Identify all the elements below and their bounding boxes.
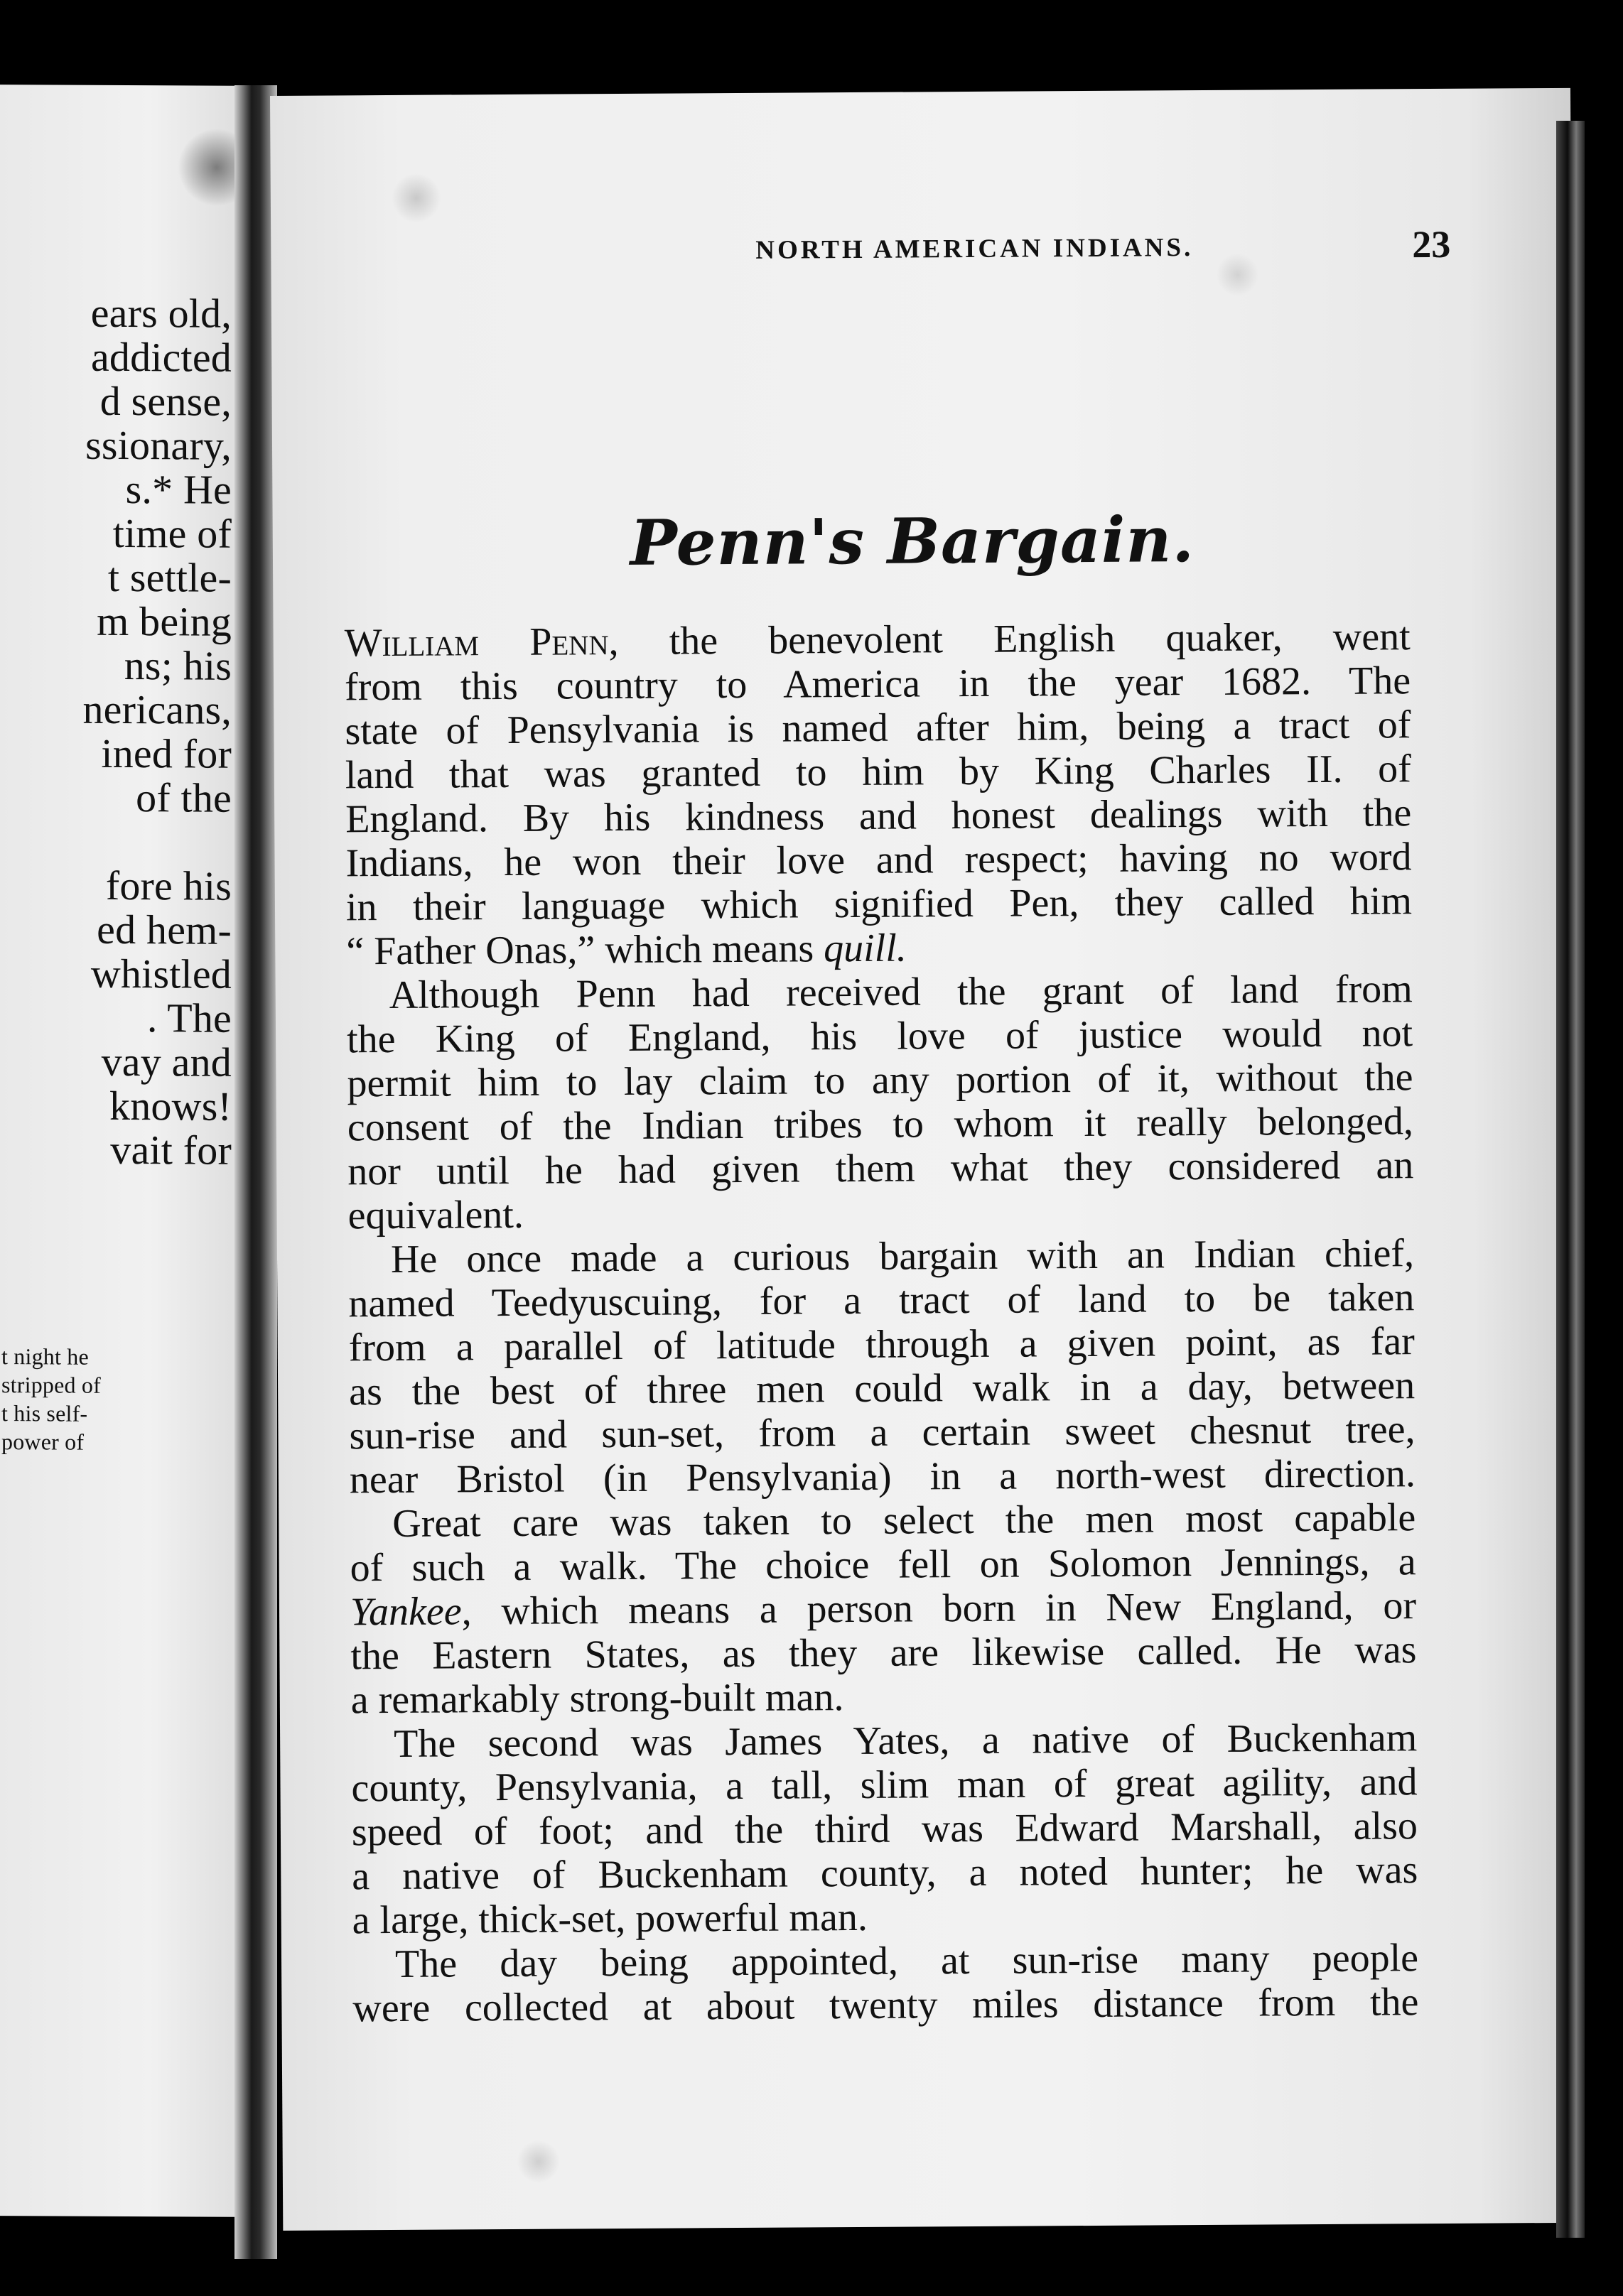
text-line: were collected at about twenty miles distance from the [352, 1980, 1419, 2031]
text-line: near Bristol (in Pensylvania) in a north-west direction. [349, 1451, 1416, 1502]
previous-page-line: s.* He [125, 466, 232, 513]
text-line: a remarkably strong-built man. [350, 1675, 844, 1723]
text-line: consent of the Indian tribes to whom it really belonged, [347, 1099, 1414, 1150]
previous-page-line: addicted [90, 333, 232, 381]
previous-page-line [0, 819, 232, 865]
ink-smudge [517, 2140, 560, 2183]
previous-page-line: whistled [90, 950, 232, 997]
text-line: nor until he had given them what they considered an [347, 1143, 1414, 1194]
text-line: the Eastern States, as they are likewise called. He was [350, 1628, 1417, 1679]
text-line: The second was James Yates, a native of Buckenham [393, 1716, 1418, 1766]
footnote-line: t night he [1, 1343, 89, 1370]
running-head: NORTH AMERICAN INDIANS. [755, 233, 1194, 265]
text-line: as the best of three men could walk in a day, between [348, 1363, 1416, 1414]
text-line: a large, thick-set, powerful man. [352, 1895, 868, 1943]
previous-page-footnote [1, 1342, 144, 1456]
text-line: Great care was taken to select the men most capable [392, 1495, 1416, 1546]
text-line: equivalent. [347, 1192, 524, 1238]
text-line: from a parallel of latitude through a given point, as far [348, 1319, 1415, 1370]
previous-page-line: ed hem- [97, 906, 232, 953]
text-line: He once made a curious bargain with an Indian chief, [390, 1231, 1415, 1282]
book-gutter [234, 85, 277, 2259]
text-line: Although Penn had received the grant of land from [389, 967, 1413, 1017]
previous-page-line: ns; his [124, 641, 232, 689]
text-line: from this country to America in the year 1682. The [344, 659, 1411, 710]
previous-page-line: ined for [101, 730, 232, 777]
text-line: Yankee, which means a person born in New England, or [350, 1583, 1417, 1635]
text-line: sun-rise and sun-set, from a certain sweet chesnut tree, [349, 1407, 1416, 1458]
text-line: of such a walk. The choice fell on Solomon Jennings, a [350, 1539, 1416, 1591]
previous-page-line: nericans, [82, 686, 232, 733]
text-line: in their language which signified Pen, they called him [345, 879, 1413, 930]
ink-smudge [392, 173, 441, 223]
text-line: The day being appointed, at sun-rise many people [394, 1936, 1419, 1986]
previous-page-line: time of [112, 509, 232, 557]
text-line: Indians, he won their love and respect; having no word [345, 835, 1412, 886]
text-line: a native of Buckenham county, a noted hunter; he was [352, 1848, 1418, 1899]
ink-smudge [1216, 254, 1258, 296]
text-line: permit him to lay claim to any portion of it, without the [347, 1055, 1413, 1106]
text-line: state of Pensylvania is named after him, being a tract of [345, 703, 1411, 754]
text-line: county, Pensylvania, a tall, slim man of great agility, and [351, 1760, 1418, 1811]
previous-page-text [0, 291, 232, 1173]
text-line: William Penn, the benevolent English quaker, went [344, 614, 1411, 666]
page-body-text [345, 614, 1419, 2030]
chapter-title: Penn's Bargain. [630, 502, 1195, 580]
previous-page-line: knows! [109, 1082, 232, 1130]
previous-page-line: m being [97, 597, 232, 645]
footnote-line: stripped of [1, 1372, 101, 1398]
previous-page-line: t settle- [107, 553, 232, 601]
book-page [270, 88, 1583, 2231]
footnote-line: power of [1, 1429, 85, 1455]
text-line: named Teedyuscuing, for a tract of land to be taken [348, 1275, 1415, 1326]
previous-page-line: vait for [110, 1126, 232, 1174]
previous-page-line: fore his [105, 862, 232, 909]
page-edge [1556, 121, 1585, 2238]
previous-page-line: vay and [101, 1038, 232, 1085]
previous-page-line: ears old, [90, 289, 232, 337]
footnote-line: t his self- [1, 1400, 88, 1426]
text-line: England. By his kindness and honest dealings with the [345, 791, 1412, 842]
text-line: speed of foot; and the third was Edward Marshall, also [351, 1804, 1418, 1855]
page-number: 23 [1412, 222, 1451, 266]
text-line: “ Father Onas,” which means quill. [346, 926, 907, 974]
previous-page-line: d sense, [99, 377, 232, 425]
text-line: land that was granted to him by King Charles II. of [345, 747, 1412, 798]
previous-page-line: of the [136, 774, 232, 821]
previous-page-line: . The [146, 995, 232, 1041]
previous-page-fragment [0, 85, 250, 2217]
previous-page-line: ssionary, [85, 421, 232, 469]
text-line: the King of England, his love of justice would not [346, 1011, 1413, 1062]
